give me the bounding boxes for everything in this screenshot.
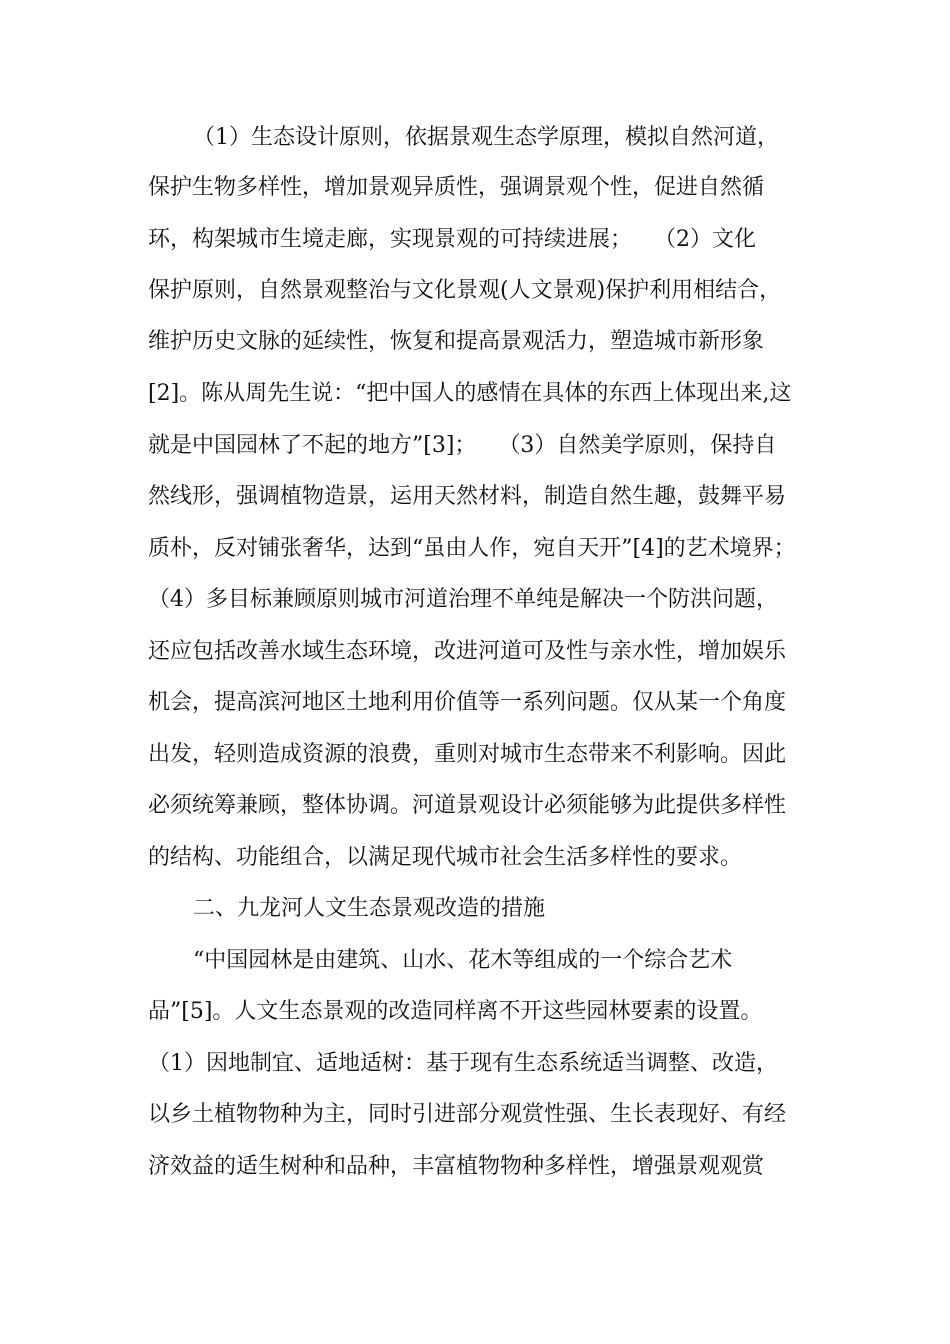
section-heading: 二、九龙河人文生态景观改造的措施 [193,896,546,921]
paragraph-line: 以乡土植物物种为主，同时引进部分观赏性强、生长表现好、有经 [148,1102,787,1127]
paragraph-line: 然线形，强调植物造景，运用天然材料，制造自然生趣，鼓舞平易 [148,484,787,509]
paragraph-line: 的结构、功能组合，以满足现代城市社会生活多样性的要求。 [148,845,743,870]
paragraph-line: 出发，轻则造成资源的浪费，重则对城市生态带来不利影响。因此 [148,742,787,767]
paragraph-line: 保护生物多样性，增加景观异质性，强调景观个性，促进自然循 [148,175,765,200]
paragraph-line: 就是中国园林了不起的地方”[3]； （3）自然美学原则，保持自 [148,433,777,458]
paragraph-line: （1）因地制宜、适地适树：基于现有生态系统适当调整、改造， [148,1051,778,1076]
paragraph-line: （1）生态设计原则，依据景观生态学原理，模拟自然河道， [193,125,779,150]
paragraph-line: 保护原则，自然景观整治与文化景观(人文景观)保护利用相结合， [148,278,782,303]
paragraph-line: 必须统筹兼顾，整体协调。河道景观设计必须能够为此提供多样性 [148,793,787,818]
paragraph-line: 品”[5]。人文生态景观的改造同样离不开这些园林要素的设置。 [148,999,763,1024]
paragraph-line: 环，构架城市生境走廊，实现景观的可持续进展； （2）文化 [148,227,756,252]
paragraph-line: 济效益的适生树种和品种，丰富植物物种多样性，增强景观观赏 [148,1154,765,1179]
paragraph-line: 还应包括改善水域生态环境，改进河道可及性与亲水性，增加娱乐 [148,639,787,664]
paragraph-line: 质朴，反对铺张奢华，达到“虽由人作，宛自天开”[4]的艺术境界； [148,536,796,561]
paragraph-line: （4）多目标兼顾原则城市河道治理不单纯是解决一个防洪问题， [148,587,778,612]
paragraph-line: “中国园林是由建筑、山水、花木等组成的一个综合艺术 [193,948,733,973]
paragraph-line: 维护历史文脉的延续性，恢复和提高景观活力，塑造城市新形象 [148,329,765,354]
paragraph-line: [2]。陈从周先生说：“把中国人的感情在具体的东西上体现出来,这 [148,381,792,406]
paragraph-line: 机会，提高滨河地区土地利用价值等一系列问题。仅从某一个角度 [148,690,787,715]
